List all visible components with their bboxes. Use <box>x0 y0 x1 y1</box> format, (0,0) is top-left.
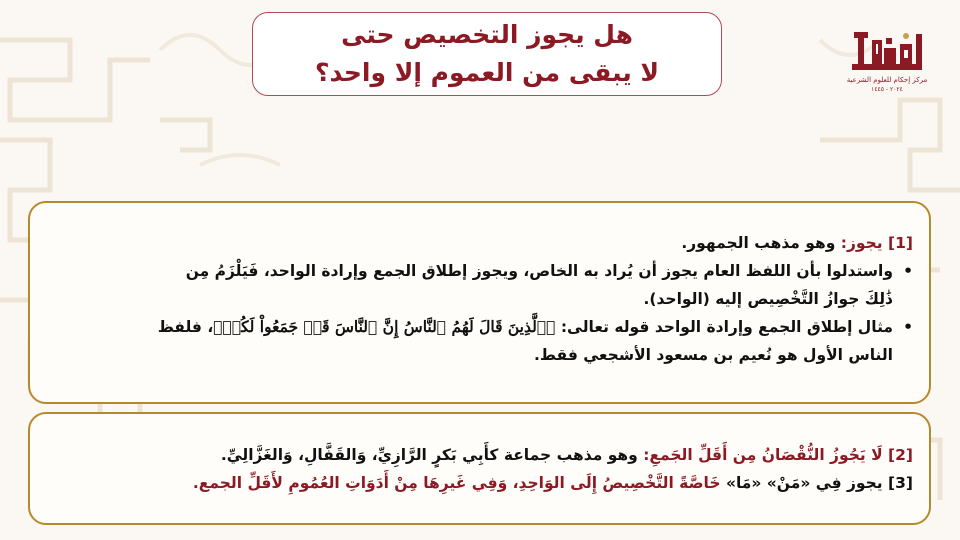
section1-bullet-2-tail: ، فلفظ <box>157 318 214 336</box>
bullet-icon: • <box>903 318 913 336</box>
section2-item-3-text: خَاصَّةً التَّخْصِيصُ إِلَى الوَاحِدِ، وَفِي غَيرِهَا مِنْ أَدَوَاتِ العُمُومِ لأَقَلِّ الجمع. <box>192 474 721 492</box>
section2-item-2 <box>64 441 913 469</box>
section1-bullet-1-line-1: واستدلوا بأن اللفظ العام يجوز أن يُراد به الخاص، ويجوز إطلاق الجمع وإرادة الواحد، فَيَلْزَمُ مِن <box>185 262 893 280</box>
logo-subtitle: مركز إحكام للعلوم الشرعية <box>846 76 928 84</box>
logo-date: ٢٠٢٤ - ١٤٤٥ <box>871 86 903 93</box>
section2-item-3 <box>64 469 913 497</box>
section1-heading-label: [1] يجوز: <box>840 234 913 252</box>
section1-heading <box>64 229 913 257</box>
ihkam-logo-icon <box>846 26 928 74</box>
quran-verse: ﴿ٱلَّذِينَ قَالَ لَهُمُ ٱلنَّاسُ إِنَّ ٱلنَّاسَ قَدۡ جَمَعُواْ لَكُمۡ﴾ <box>213 317 556 336</box>
title-line-1: هل يجوز التخصيص حتى <box>341 20 633 49</box>
section2-item-3-label: [3] يجوز فِي «مَنْ» «مَا» <box>720 474 913 492</box>
section1-bullet-1 <box>64 257 913 313</box>
section1-bullet-2-intro: مثال إطلاق الجمع وإرادة الواحد قوله تعالى: <box>555 318 893 336</box>
content-panel-2 <box>28 412 931 525</box>
section1-bullet-1-line-2: ذَٰلِكَ جوازُ التَّخْصِيص إليه (الواحد). <box>643 290 893 308</box>
content-panel-1 <box>28 201 931 404</box>
section1-bullet-2-line-1 <box>64 313 893 341</box>
logo <box>846 26 928 96</box>
section1-bullet-2-line-2: الناس الأول هو نُعيم بن مسعود الأشجعي فقط. <box>534 346 893 364</box>
bullet-icon: • <box>903 262 913 280</box>
title-line-2: لا يبقى من العموم إلا واحد؟ <box>314 58 660 87</box>
section2-item-2-label: [2] لَا يَجُوزُ النُّقْصَانُ مِن أَقَلِّ الجَمعِ: <box>643 446 913 464</box>
section2-item-2-text: وهو مذهب جماعة كأَبِي بَكرٍ الرَّازِيِّ، وَالقَفَّالِ، وَالغَزَّالِيِّ. <box>220 446 644 464</box>
section1-bullet-2 <box>64 313 913 369</box>
section1-heading-text: وهو مذهب الجمهور. <box>681 234 841 252</box>
title-box <box>252 12 722 96</box>
